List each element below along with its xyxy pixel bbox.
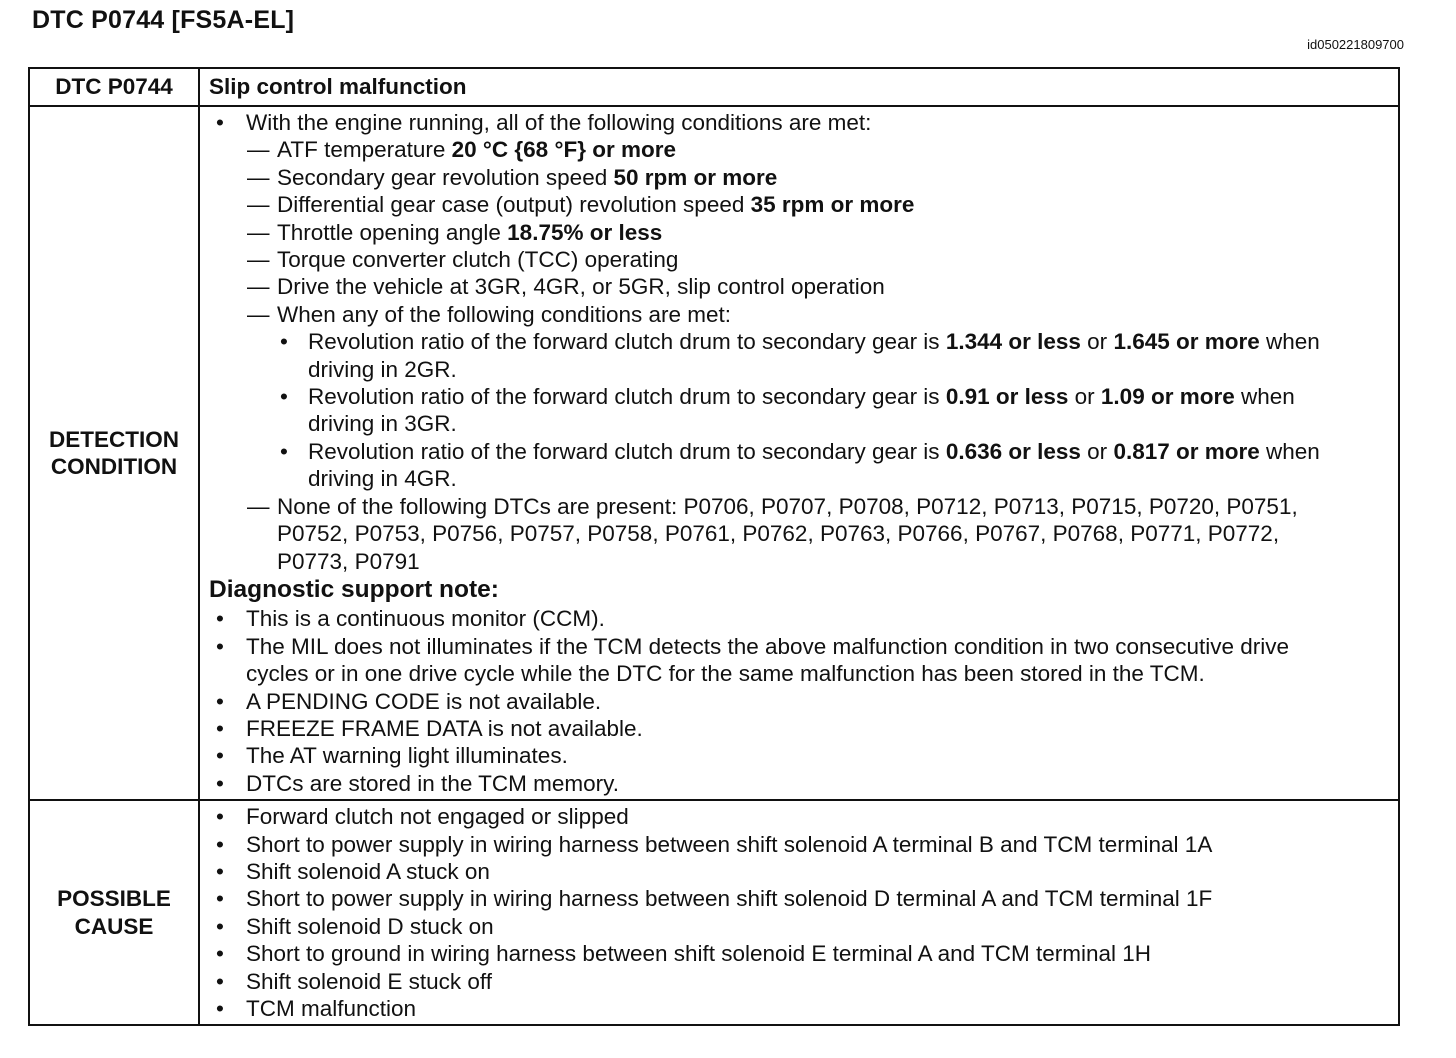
detection-intro: • With the engine running, all of the following conditions are met: xyxy=(208,109,1384,136)
header-row xyxy=(29,68,1399,106)
detection-body-cell xyxy=(199,106,1399,800)
document-id: id050221809700 xyxy=(1307,37,1404,52)
ratio-high: 1.09 or more xyxy=(1100,384,1235,410)
ratio-prefix: Revolution ratio of the forward clutch drum to secondary gear is xyxy=(308,329,946,355)
ratio-or: or xyxy=(1080,329,1114,355)
condition-any: — When any of the following conditions are met: xyxy=(208,301,1384,328)
condition-text: Secondary gear revolution speed xyxy=(277,164,614,190)
dtc-list-line1: None of the following DTCs are present: P0706, P0707, P0708, P0712, P0713, P0715, P0720, P0751, xyxy=(277,493,1298,519)
cause-item: • Shift solenoid D stuck on xyxy=(208,913,1384,940)
ratio-low: 1.344 or less xyxy=(945,329,1081,355)
note-item: • FREEZE FRAME DATA is not available. xyxy=(208,715,1384,742)
ratio-high: 0.817 or more xyxy=(1113,438,1260,464)
note-item xyxy=(208,633,1384,688)
cause-body-cell xyxy=(199,800,1399,1025)
cause-item: • Short to power supply in wiring harness between shift solenoid A terminal B and TCM terminal 1A xyxy=(208,831,1384,858)
condition-atf-temp xyxy=(208,136,1384,163)
condition-value: 35 rpm or more xyxy=(750,192,915,218)
diagnostic-note-heading: Diagnostic support note: xyxy=(209,575,499,603)
cause-item: • TCM malfunction xyxy=(208,995,1384,1022)
malfunction-title: Slip control malfunction xyxy=(209,74,467,100)
header-label-cell xyxy=(29,68,199,106)
detection-label-line1: DETECTION xyxy=(48,426,179,452)
condition-value: 20 °C {68 °F} or more xyxy=(451,137,676,163)
ratio-high: 1.645 or more xyxy=(1113,329,1260,355)
condition-text: Throttle opening angle xyxy=(277,219,508,245)
detection-label-line2: CONDITION xyxy=(50,454,178,480)
note-line: cycles or in one drive cycle while the DTC for the same malfunction has been stored in the TCM. xyxy=(246,661,1205,687)
ratio-condition-3gr xyxy=(208,383,1384,438)
cause-label-cell xyxy=(29,800,199,1025)
ratio-gear: driving in 2GR. xyxy=(308,356,457,382)
condition-no-dtcs xyxy=(208,493,1384,575)
cause-item: • Forward clutch not engaged or slipped xyxy=(208,803,1384,830)
cause-item: • Shift solenoid A stuck on xyxy=(208,858,1384,885)
dtc-list-line2: P0752, P0753, P0756, P0757, P0758, P0761, P0762, P0763, P0766, P0767, P0768, P0771, P0772, xyxy=(277,521,1280,547)
ratio-prefix: Revolution ratio of the forward clutch drum to secondary gear is xyxy=(308,384,946,410)
cause-row xyxy=(29,800,1399,1025)
cause-label-line1: POSSIBLE xyxy=(57,886,171,912)
condition-tcc: — Torque converter clutch (TCC) operating xyxy=(208,246,1384,273)
cause-item: • Short to power supply in wiring harness between shift solenoid D terminal A and TCM terminal 1F xyxy=(208,885,1384,912)
condition-text: Differential gear case (output) revolution speed xyxy=(277,192,751,218)
ratio-when: when xyxy=(1259,438,1320,464)
cause-label-line2: CAUSE xyxy=(74,913,154,939)
condition-text: ATF temperature xyxy=(277,137,452,163)
ratio-condition-2gr xyxy=(208,328,1384,383)
ratio-prefix: Revolution ratio of the forward clutch drum to secondary gear is xyxy=(308,438,946,464)
ratio-condition-4gr xyxy=(208,438,1384,493)
cause-item: • Short to ground in wiring harness between shift solenoid E terminal A and TCM terminal 1H xyxy=(208,940,1384,967)
condition-value: 18.75% or less xyxy=(507,219,663,245)
header-value-cell xyxy=(199,68,1399,106)
detection-row xyxy=(29,106,1399,800)
ratio-gear: driving in 4GR. xyxy=(308,466,457,492)
note-item: • DTCs are stored in the TCM memory. xyxy=(208,770,1384,797)
ratio-or: or xyxy=(1080,438,1114,464)
page-title: DTC P0744 [FS5A-EL] xyxy=(32,6,295,34)
ratio-gear: driving in 3GR. xyxy=(308,411,457,437)
ratio-low: 0.636 or less xyxy=(945,438,1081,464)
dtc-code-label: DTC P0744 xyxy=(55,74,173,100)
dtc-table xyxy=(28,67,1400,1026)
detection-label-cell xyxy=(29,106,199,800)
condition-gear: — Drive the vehicle at 3GR, 4GR, or 5GR, slip control operation xyxy=(208,273,1384,300)
ratio-when: when xyxy=(1234,384,1295,410)
ratio-when: when xyxy=(1259,329,1320,355)
ratio-low: 0.91 or less xyxy=(945,384,1069,410)
note-line: The MIL does not illuminates if the TCM detects the above malfunction condition in two consecutive drive xyxy=(246,633,1290,659)
note-item: • A PENDING CODE is not available. xyxy=(208,688,1384,715)
note-item: • This is a continuous monitor (CCM). xyxy=(208,605,1384,632)
cause-item: • Shift solenoid E stuck off xyxy=(208,968,1384,995)
note-item: • The AT warning light illuminates. xyxy=(208,742,1384,769)
condition-value: 50 rpm or more xyxy=(613,164,778,190)
condition-diff-speed xyxy=(208,191,1384,218)
condition-throttle xyxy=(208,219,1384,246)
dtc-list-line3: P0773, P0791 xyxy=(277,548,420,574)
ratio-or: or xyxy=(1068,384,1101,410)
condition-secondary-speed xyxy=(208,164,1384,191)
